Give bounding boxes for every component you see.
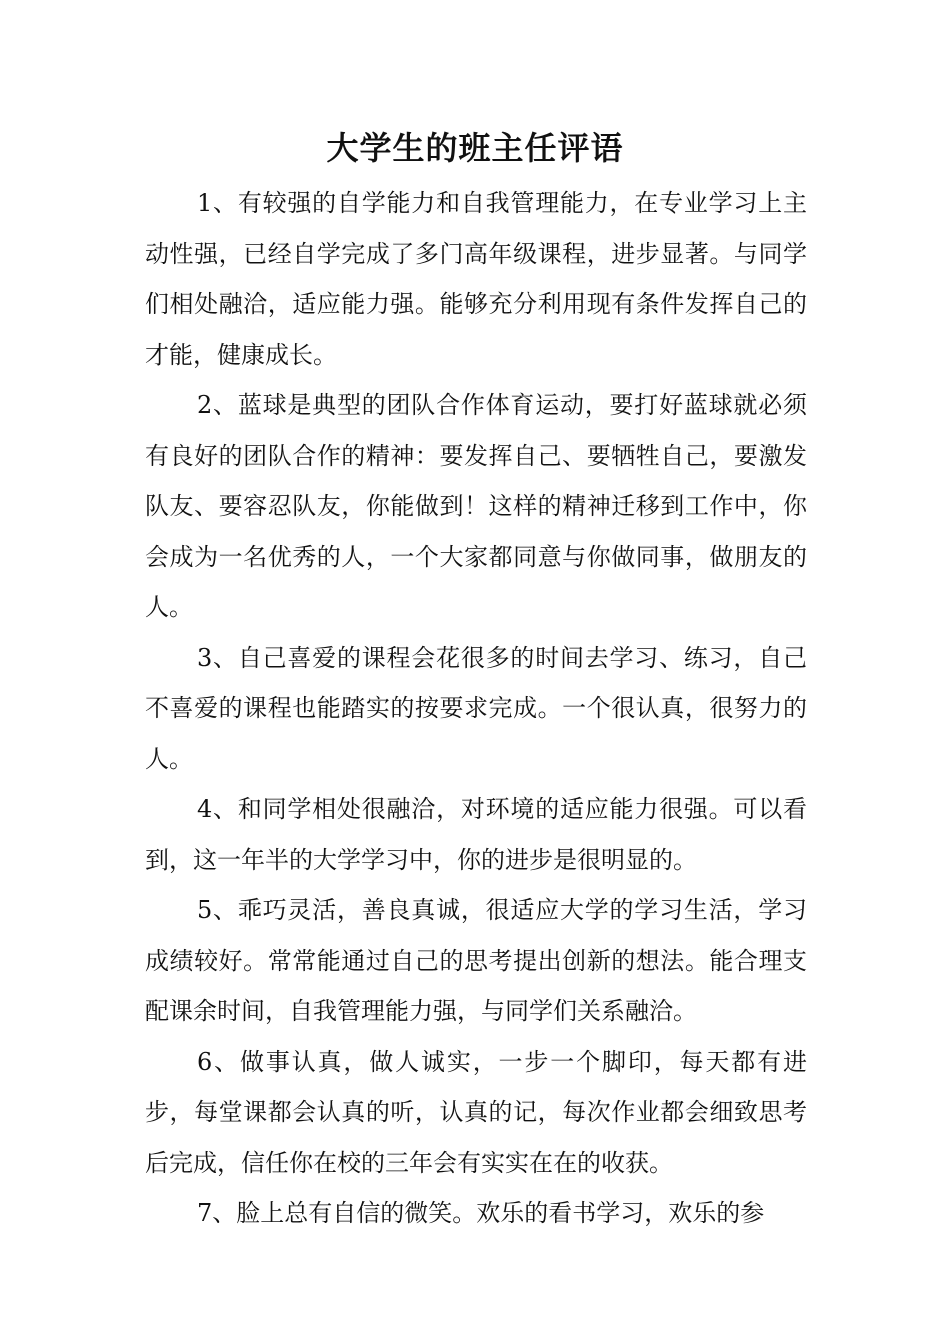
paragraph-6: 6、做事认真，做人诚实，一步一个脚印，每天都有进步，每堂课都会认真的听，认真的记，每次作业都会细致思考后完成，信任你在校的三年会有实实在在的收获。 <box>145 1047 807 1177</box>
document-title: 大学生的班主任评语 <box>326 129 624 167</box>
paragraph-2: 2、蓝球是典型的团队合作体育运动，要打好蓝球就必须有良好的团队合作的精神：要发挥自己、要牺牲自己，要激发队友、要容忍队友，你能做到！这样的精神迁移到工作中，你会成为一名优秀的人，一个大家都同意与你做同事，做朋友的人。 <box>145 391 807 621</box>
paragraph-5: 5、乖巧灵活，善良真诚，很适应大学的学习生活，学习成绩较好。常常能通过自己的思考提出创新的想法。能合理支配课余时间，自我管理能力强，与同学们关系融洽。 <box>145 896 807 1025</box>
paragraph-4: 4、和同学相处很融洽，对环境的适应能力很强。可以看到，这一年半的大学学习中，你的进步是很明显的。 <box>145 795 807 874</box>
document-body <box>145 178 807 1239</box>
paragraph-7: 7、脸上总有自信的微笑。欢乐的看书学习，欢乐的参 <box>197 1199 765 1227</box>
paragraph-1: 1、有较强的自学能力和自我管理能力，在专业学习上主动性强，已经自学完成了多门高年级课程，进步显著。与同学们相处融洽，适应能力强。能够充分利用现有条件发挥自己的才能，健康成长。 <box>145 189 807 369</box>
paragraph-3: 3、自己喜爱的课程会花很多的时间去学习、练习，自己不喜爱的课程也能踏实的按要求完成。一个很认真，很努力的人。 <box>145 643 807 773</box>
